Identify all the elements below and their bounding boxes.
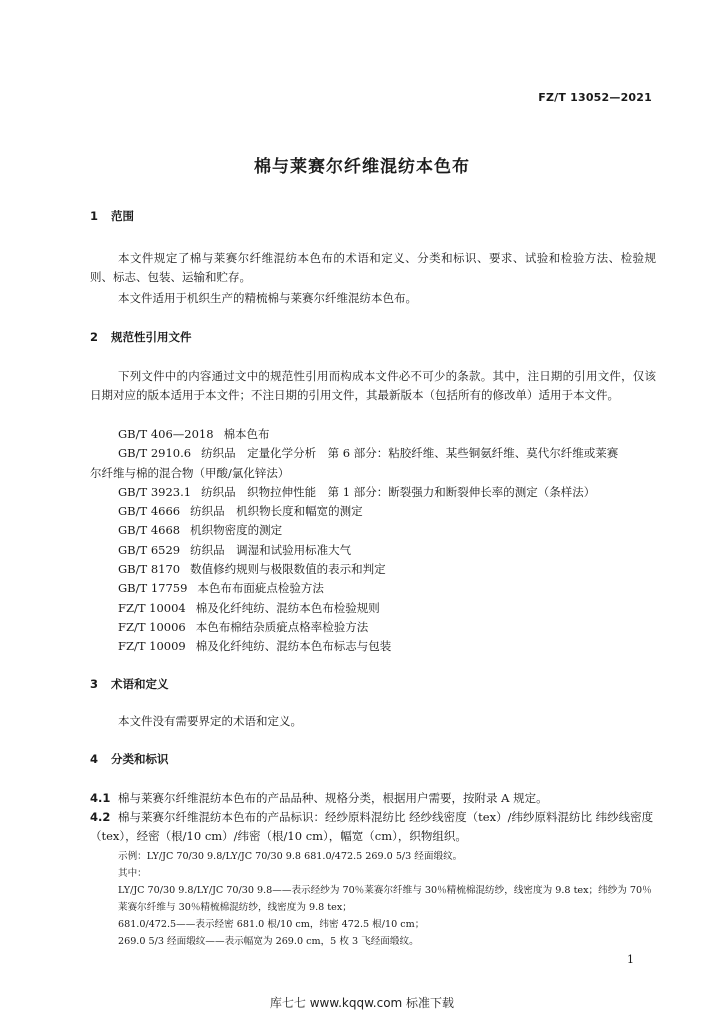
reference-title: 机织物密度的测定 <box>190 523 283 538</box>
reference-title: 纺织品 调湿和试验用标准大气 <box>190 542 352 557</box>
reference-item <box>118 618 658 637</box>
section-title: 规范性引用文件 <box>111 330 192 344</box>
reference-code: GB/T 406—2018 <box>118 427 214 441</box>
reference-title: 棉及化纤纯纺、混纺本色布标志与包装 <box>195 639 392 654</box>
explanation-1: LY/JC 70/30 9.8/LY/JC 70/30 9.8——表示经纱为 70％莱赛尔纤维与 30％精梳棉混纺纱，线密度为 9.8 tex；纬纱为 70％莱赛尔纤维与 30％精梳棉混纺纱，线密度为 9.8 tex； <box>118 885 652 913</box>
reference-title: 棉及化纤纯纺、混纺本色布检验规则 <box>195 600 380 615</box>
section-1-paragraph-1: 本文件规定了棉与莱赛尔纤维混纺本色布的术语和定义、分类和标识、要求、试验和检验方法、检验规则、标志、包装、运输和贮存。 <box>90 251 656 284</box>
section-number: 2 <box>90 330 99 344</box>
reference-code: GB/T 8170 <box>118 562 181 577</box>
reference-item <box>118 560 658 579</box>
reference-code: GB/T 6529 <box>118 542 181 557</box>
clause-4-2 <box>90 808 656 845</box>
where-label: 其中： <box>118 868 147 879</box>
section-2-heading <box>90 329 192 345</box>
section-title: 分类和标识 <box>111 752 169 766</box>
page-number: 1 <box>627 953 634 966</box>
example-line: 示例：LY/JC 70/30 9.8/LY/JC 70/30 9.8 681.0/472.5 269.0 5/3 经面缎纹。 <box>118 851 463 862</box>
reference-item <box>118 483 658 502</box>
clause-number: 4.2 <box>90 810 111 824</box>
clause-text: 棉与莱赛尔纤维混纺本色布的产品标识：经纱原料混纺比 经纱线密度（tex）/纬纱原料混纺比 纬纱线密度（tex），经密（根/10 cm）/纬密（根/10 cm），幅宽（cm），织物组织。 <box>90 810 654 843</box>
standard-code: FZ/T 13052—2021 <box>538 91 652 104</box>
reference-code: GB/T 17759 <box>118 581 188 596</box>
reference-item <box>118 502 658 521</box>
clause-text: 棉与莱赛尔纤维混纺本色布的产品品种、规格分类，根据用户需要，按附录 A 规定。 <box>118 791 548 805</box>
clause-number: 4.1 <box>90 791 111 805</box>
clause-4-1 <box>90 789 656 808</box>
section-1-paragraph-2: 本文件适用于机织生产的精梳棉与莱赛尔纤维混纺本色布。 <box>118 291 417 305</box>
reference-item <box>118 579 658 598</box>
section-title: 范围 <box>111 209 134 223</box>
explanation-3: 269.0 5/3 经面缎纹——表示幅宽为 269.0 cm，5 枚 3 飞经面缎纹。 <box>118 936 419 947</box>
reference-title: 本色布棉结杂质疵点格率检验方法 <box>195 619 369 634</box>
section-number: 3 <box>90 677 99 691</box>
footer-watermark: 库七七 www.kqqw.com 标准下载 <box>269 996 455 1010</box>
reference-item <box>118 637 658 656</box>
reference-code: GB/T 2910.6 <box>118 446 192 461</box>
section-4-heading <box>90 751 169 767</box>
reference-code: FZ/T 10006 <box>118 619 186 634</box>
reference-title: 棉本色布 <box>223 427 270 441</box>
explanation-2: 681.0/472.5——表示经密 681.0 根/10 cm，纬密 472.5 根/10 cm； <box>118 919 425 930</box>
reference-title: 数值修约规则与极限数值的表示和判定 <box>190 562 386 577</box>
reference-title: 本色布布面疵点检验方法 <box>197 581 324 596</box>
reference-title: 纺织品 机织物长度和幅宽的测定 <box>190 504 363 519</box>
reference-code: FZ/T 10009 <box>118 639 186 654</box>
reference-title: 纺织品 定量化学分析 第 6 部分：粘胶纤维、某些铜氨纤维、莫代尔纤维或莱赛 <box>201 446 619 461</box>
section-number: 4 <box>90 752 99 766</box>
reference-item <box>118 599 658 618</box>
section-3-paragraph-1: 本文件没有需要界定的术语和定义。 <box>118 714 302 728</box>
example-block <box>90 848 656 950</box>
section-title: 术语和定义 <box>111 677 169 691</box>
section-1-heading <box>90 208 134 224</box>
section-3-heading <box>90 676 169 692</box>
reference-code: GB/T 4668 <box>118 523 181 538</box>
document-title: 棉与莱赛尔纤维混纺本色布 <box>254 157 470 177</box>
reference-item <box>118 444 658 463</box>
reference-code: FZ/T 10004 <box>118 600 186 615</box>
section-2-paragraph-1: 下列文件中的内容通过文中的规范性引用而构成本文件必不可少的条款。其中，注日期的引用文件，仅该日期对应的版本适用于本文件；不注日期的引用文件，其最新版本（包括所有的修改单）适用于本文件。 <box>90 369 656 402</box>
reference-title-continued: 尔纤维与棉的混合物（甲酸/氯化锌法） <box>90 465 290 480</box>
reference-item <box>118 521 658 540</box>
reference-item <box>118 425 658 444</box>
reference-item <box>118 541 658 560</box>
section-number: 1 <box>90 209 99 223</box>
normative-reference-list <box>90 425 658 657</box>
reference-code: GB/T 4666 <box>118 504 181 519</box>
reference-title: 纺织品 织物拉伸性能 第 1 部分：断裂强力和断裂伸长率的测定（条样法） <box>201 484 596 499</box>
reference-code: GB/T 3923.1 <box>118 484 192 499</box>
